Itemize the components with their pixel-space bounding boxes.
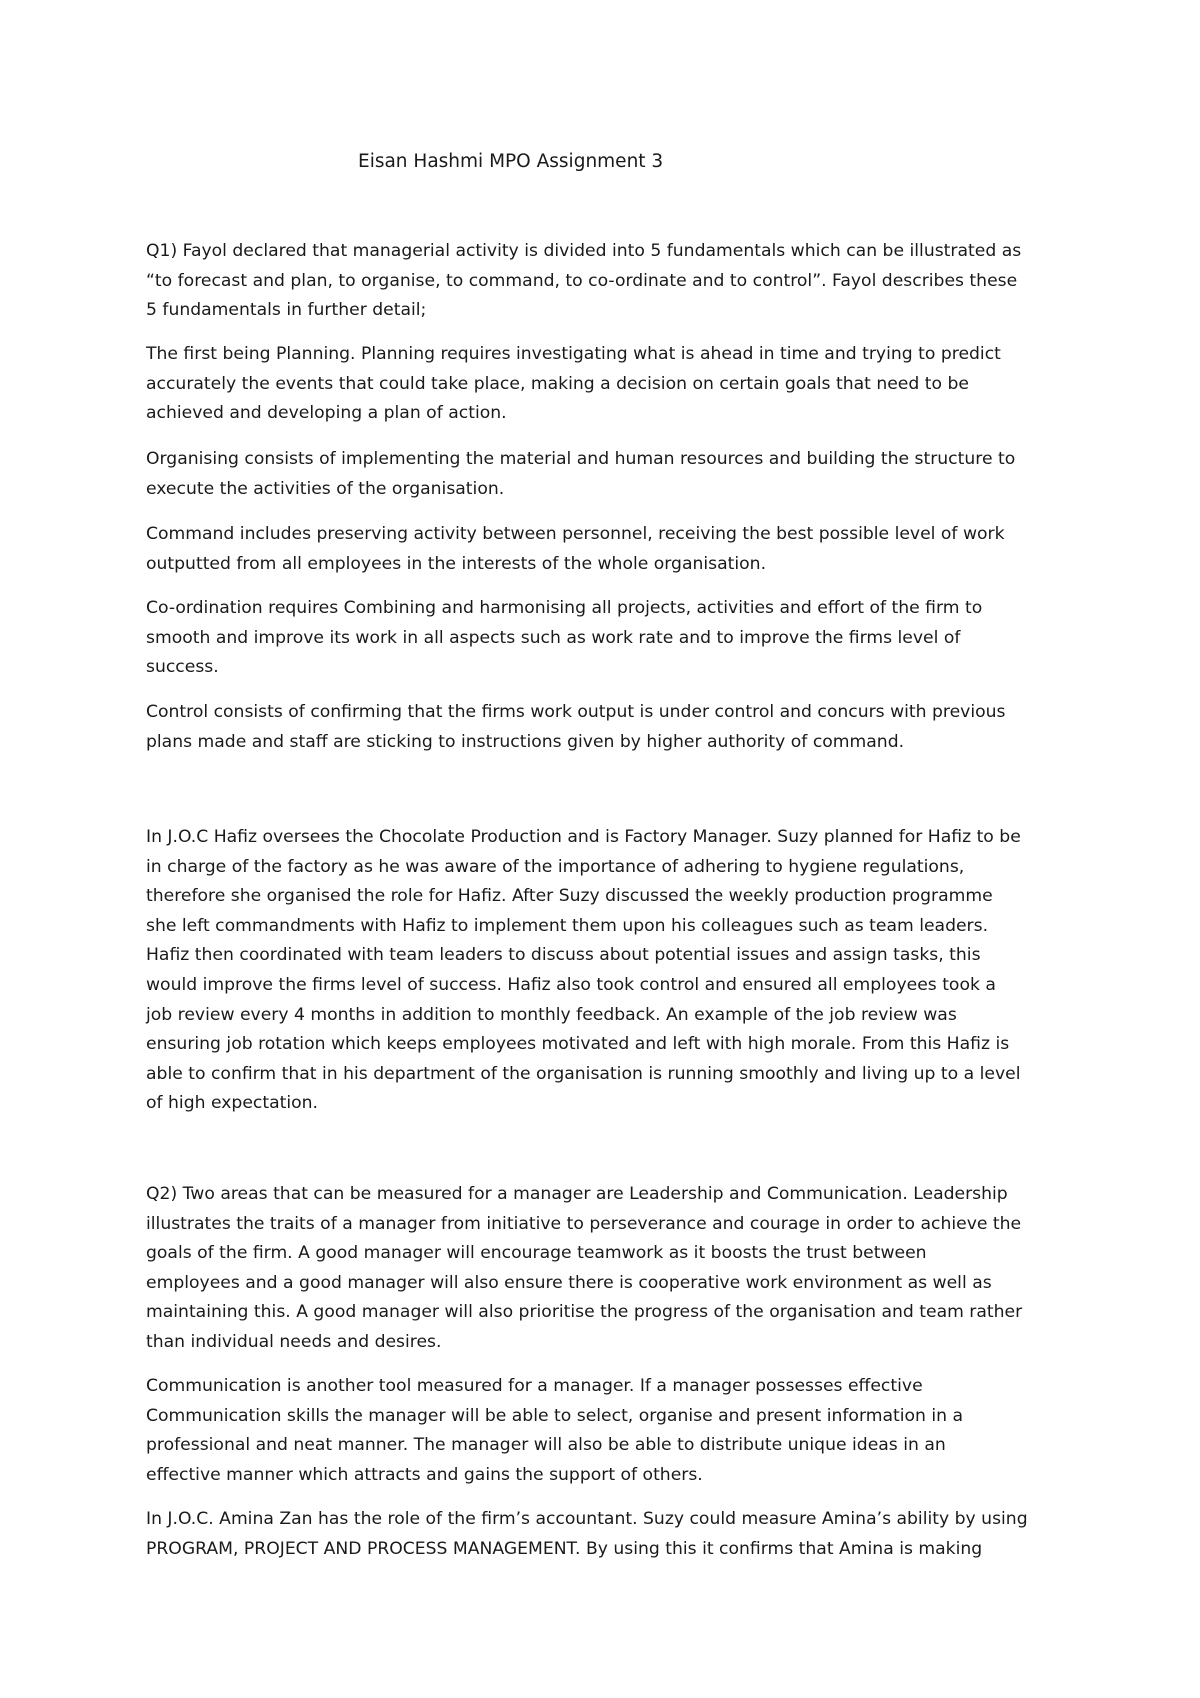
- text-line: effective manner which attracts and gains the support of others.: [146, 1464, 703, 1485]
- text-line: 5 fundamentals in further detail;: [146, 300, 427, 321]
- text-line: smooth and improve its work in all aspects such as work rate and to improve the firms level of: [146, 627, 961, 648]
- text-line: illustrates the traits of a manager from initiative to perseverance and courage in order to achieve the: [146, 1213, 1022, 1234]
- text-line: Communication is another tool measured for a manager. If a manager possesses effective: [146, 1376, 923, 1396]
- text-line: Communication skills the manager will be able to select, organise and present information in a: [146, 1405, 964, 1426]
- paragraph-control: [146, 698, 1066, 757]
- text-line: professional and neat manner. The manager will also be able to distribute unique ideas in an: [146, 1435, 946, 1456]
- text-line: maintaining this. A good manager will also prioritise the progress of the organisation and team rather: [146, 1302, 1023, 1323]
- text-line: Co-ordination requires Combining and harmonising all projects, activities and effort of the firm to: [146, 598, 983, 618]
- text-line: ensuring job rotation which keeps employees motivated and left with high morale. From this Hafiz is: [146, 1034, 1010, 1055]
- text-line: goals of the firm. A good manager will encourage teamwork as it boosts the trust between: [146, 1243, 927, 1264]
- paragraph-planning: [146, 340, 1066, 429]
- text-line: Command includes preserving activity between personnel, receiving the best possible level of work: [146, 524, 1005, 544]
- text-line: job review every 4 months in addition to monthly feedback. An example of the job review was: [146, 1004, 957, 1025]
- text-line: “to forecast and plan, to organise, to command, to co-ordinate and to control”. Fayol describes these: [146, 270, 1018, 291]
- paragraph-organising: [146, 445, 1066, 504]
- text-line: of high expectation.: [146, 1093, 319, 1114]
- paragraph-communication: [146, 1372, 1066, 1490]
- text-line: In J.O.C Hafiz oversees the Chocolate Production and is Factory Manager. Suzy planned for Hafiz to be: [146, 827, 1021, 847]
- text-line: Hafiz then coordinated with team leaders to discuss about potential issues and assign tasks, this: [146, 945, 981, 966]
- paragraph-command: [146, 520, 1066, 579]
- paragraph-joc-amina: [146, 1505, 1066, 1564]
- text-line: The first being Planning. Planning requires investigating what is ahead in time and trying to predict: [146, 344, 1001, 364]
- paragraph-coordination: [146, 594, 1066, 683]
- text-line: success.: [146, 657, 219, 678]
- document-title: Eisan Hashmi MPO Assignment 3: [358, 151, 664, 172]
- text-line: than individual needs and desires.: [146, 1331, 442, 1352]
- paragraph-joc-hafiz: [146, 823, 1066, 1119]
- text-line: able to confirm that in his department of the organisation is running smoothly and living up to a level: [146, 1063, 1021, 1084]
- text-line: Q2) Two areas that can be measured for a manager are Leadership and Communication. Leadership: [146, 1184, 1008, 1204]
- paragraph-q2-leadership: [146, 1180, 1066, 1358]
- text-line: therefore she organised the role for Hafiz. After Suzy discussed the weekly production programme: [146, 886, 993, 907]
- text-line: Control consists of confirming that the firms work output is under control and concurs with previous: [146, 702, 1006, 722]
- text-line: outputted from all employees in the interests of the whole organisation.: [146, 553, 767, 574]
- text-line: PROGRAM, PROJECT AND PROCESS MANAGEMENT. By using this it confirms that Amina is making: [146, 1538, 983, 1559]
- text-line: execute the activities of the organisation.: [146, 478, 505, 499]
- text-line: would improve the firms level of success. Hafiz also took control and ensured all employees took a: [146, 974, 996, 995]
- text-line: plans made and staff are sticking to instructions given by higher authority of command.: [146, 731, 905, 752]
- text-line: achieved and developing a plan of action.: [146, 403, 507, 424]
- text-line: in charge of the factory as he was aware of the importance of adhering to hygiene regulations,: [146, 856, 965, 877]
- text-line: she left commandments with Hafiz to implement them upon his colleagues such as team leaders.: [146, 915, 989, 936]
- text-line: Organising consists of implementing the material and human resources and building the structure to: [146, 449, 1016, 469]
- text-line: accurately the events that could take place, making a decision on certain goals that need to be: [146, 373, 969, 394]
- text-line: employees and a good manager will also ensure there is cooperative work environment as well as: [146, 1272, 992, 1293]
- text-line: In J.O.C. Amina Zan has the role of the firm’s accountant. Suzy could measure Amina’s ability by using: [146, 1509, 1028, 1529]
- text-line: Q1) Fayol declared that managerial activity is divided into 5 fundamentals which can be illustrated as: [146, 241, 1022, 261]
- paragraph-q1-intro: [146, 237, 1066, 326]
